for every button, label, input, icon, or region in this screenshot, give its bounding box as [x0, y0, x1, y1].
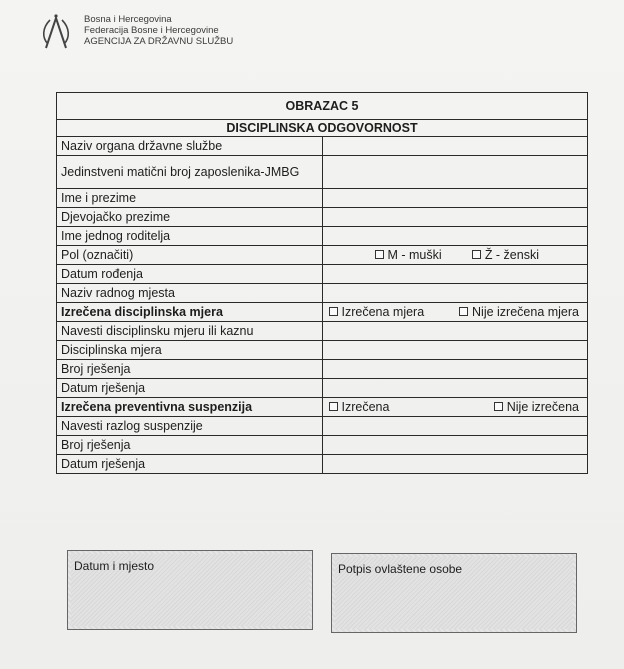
table-row — [57, 322, 588, 341]
table-row — [57, 341, 588, 360]
field-value-suspension-reason[interactable] — [322, 417, 588, 436]
table-row — [57, 208, 588, 227]
table-row — [57, 398, 588, 417]
checkbox-suspension-not-imposed[interactable] — [494, 402, 503, 411]
field-value-decision-date-1[interactable] — [322, 379, 588, 398]
checkbox-female[interactable] — [472, 250, 481, 259]
checkbox-suspension-imposed[interactable] — [329, 402, 338, 411]
table-row — [57, 265, 588, 284]
option-measure-imposed-label: Izrečena mjera — [341, 304, 425, 319]
field-label-decision-date-2: Datum rješenja — [57, 455, 323, 474]
field-value-job-title[interactable] — [322, 284, 588, 303]
field-value-decision-number-1[interactable] — [322, 360, 588, 379]
field-value-disciplinary-measure[interactable] — [322, 341, 588, 360]
field-label-decision-number-1: Broj rješenja — [57, 360, 323, 379]
field-value-parent[interactable] — [322, 227, 588, 246]
field-label-disciplinary-measure: Disciplinska mjera — [57, 341, 323, 360]
agency-name — [84, 14, 324, 47]
signature-box[interactable] — [331, 553, 577, 633]
field-label-sex: Pol (označiti) — [57, 246, 323, 265]
agency-line-federation: Federacija Bosne i Hercegovine — [84, 25, 219, 36]
field-label-suspension: Izrečena preventivna suspenzija — [57, 398, 323, 417]
field-label-parent: Ime jednog roditelja — [57, 227, 323, 246]
field-value-birth-date[interactable] — [322, 265, 588, 284]
field-label-measure-imposed: Izrečena disciplinska mjera — [57, 303, 323, 322]
field-label-maiden-name: Djevojačko prezime — [57, 208, 323, 227]
table-row — [57, 379, 588, 398]
option-suspension-not-imposed[interactable] — [494, 400, 579, 415]
table-row — [57, 189, 588, 208]
form-subtitle: DISCIPLINSKA ODGOVORNOST — [57, 120, 588, 137]
field-value-sex — [322, 246, 588, 265]
field-label-job-title: Naziv radnog mjesta — [57, 284, 323, 303]
option-male-label: M - muški — [387, 247, 442, 262]
field-value-suspension — [322, 398, 588, 417]
option-female[interactable] — [472, 248, 539, 263]
field-label-decision-number-2: Broj rješenja — [57, 436, 323, 455]
field-label-jmbg: Jedinstveni matični broj zaposlenika-JMBG — [57, 156, 323, 189]
agency-line-country: Bosna i Hercegovina — [84, 14, 172, 25]
option-female-label: Ž - ženski — [484, 247, 539, 262]
table-row — [57, 303, 588, 322]
disciplinary-form-table — [56, 92, 588, 474]
field-label-suspension-reason: Navesti razlog suspenzije — [57, 417, 323, 436]
option-measure-imposed[interactable] — [329, 305, 425, 320]
field-value-name[interactable] — [322, 189, 588, 208]
option-measure-not-imposed[interactable] — [459, 305, 579, 320]
option-measure-not-imposed-label: Nije izrečena mjera — [472, 304, 579, 319]
field-label-organ: Naziv organa državne službe — [57, 137, 323, 156]
table-row — [57, 436, 588, 455]
table-row — [57, 360, 588, 379]
agency-line-agency: AGENCIJA ZA DRŽAVNU SLUŽBU — [84, 36, 234, 47]
option-suspension-not-imposed-label: Nije izrečena — [506, 399, 579, 414]
field-value-maiden-name[interactable] — [322, 208, 588, 227]
field-value-specify-measure[interactable] — [322, 322, 588, 341]
field-value-organ[interactable] — [322, 137, 588, 156]
agency-logo-icon — [40, 12, 76, 52]
table-row — [57, 227, 588, 246]
table-row — [57, 417, 588, 436]
date-place-label: Datum i mjesto — [74, 559, 155, 573]
checkbox-male[interactable] — [375, 250, 384, 259]
date-place-box[interactable] — [67, 550, 313, 630]
table-row — [57, 137, 588, 156]
field-value-decision-date-2[interactable] — [322, 455, 588, 474]
field-value-decision-number-2[interactable] — [322, 436, 588, 455]
checkbox-measure-imposed[interactable] — [329, 307, 338, 316]
option-male[interactable] — [375, 248, 442, 263]
field-value-measure-imposed — [322, 303, 588, 322]
form-title: OBRAZAC 5 — [57, 93, 588, 120]
table-row — [57, 284, 588, 303]
option-suspension-imposed-label: Izrečena — [341, 399, 390, 414]
table-row — [57, 246, 588, 265]
field-label-birth-date: Datum rođenja — [57, 265, 323, 284]
table-row — [57, 455, 588, 474]
checkbox-measure-not-imposed[interactable] — [459, 307, 468, 316]
field-label-name: Ime i prezime — [57, 189, 323, 208]
field-label-specify-measure: Navesti disciplinsku mjeru ili kaznu — [57, 322, 323, 341]
field-value-jmbg[interactable] — [322, 156, 588, 189]
table-row — [57, 156, 588, 189]
option-suspension-imposed[interactable] — [329, 400, 390, 415]
signature-label: Potpis ovlaštene osobe — [338, 562, 463, 576]
field-label-decision-date-1: Datum rješenja — [57, 379, 323, 398]
